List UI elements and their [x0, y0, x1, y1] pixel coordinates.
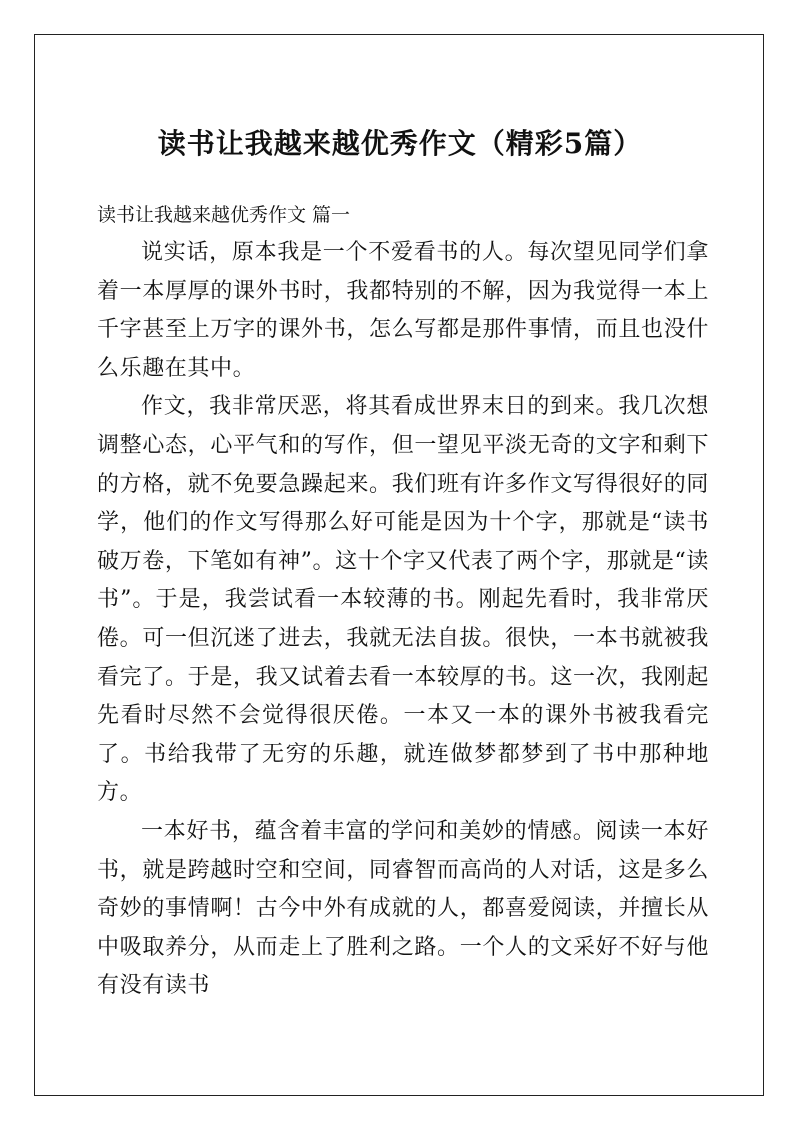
section-heading: 读书让我越来越优秀作文 篇一 [97, 204, 351, 226]
paragraph-1: 说实话，原本我是一个不爱看书的人。每次望见同学们拿着一本厚厚的课外书时，我都特别的不解，因为我觉得一本上千字甚至上万字的课外书，怎么写都是那件事情，而且也没什么乐趣在其中。 [97, 240, 709, 381]
document-title: 读书让我越来越优秀作文（精彩5篇） [157, 127, 643, 160]
document-body [97, 196, 709, 1006]
paragraph-3: 一本好书，蕴含着丰富的学问和美妙的情感。阅读一本好书，就是跨越时空和空间，同睿智而高尚的人对话，这是多么奇妙的事情啊！古今中外有成就的人，都喜爱阅读，并擅长从中吸取养分，从而走上了胜利之路。一个人的文采好不好与他有没有读书 [97, 818, 709, 999]
paragraph-2: 作文，我非常厌恶，将其看成世界末日的到来。我几次想调整心态，心平气和的写作，但一望见平淡无奇的文字和剩下的方格，就不免要急躁起来。我们班有许多作文写得很好的同学，他们的作文写得那么好可能是因为十个字，那就是“读书破万卷，下笔如有神”。这十个字又代表了两个字，那就是“读书”。于是，我尝试看一本较薄的书。刚起先看时，我非常厌倦。可一但沉迷了进去，我就无法自拔。很快，一本书就被我看完了。于是，我又试着去看一本较厚的书。这一次，我刚起先看时尽然不会觉得很厌倦。一本又一本的课外书被我看完了。书给我带了无穷的乐趣，就连做梦都梦到了书中那种地方。 [97, 394, 709, 806]
